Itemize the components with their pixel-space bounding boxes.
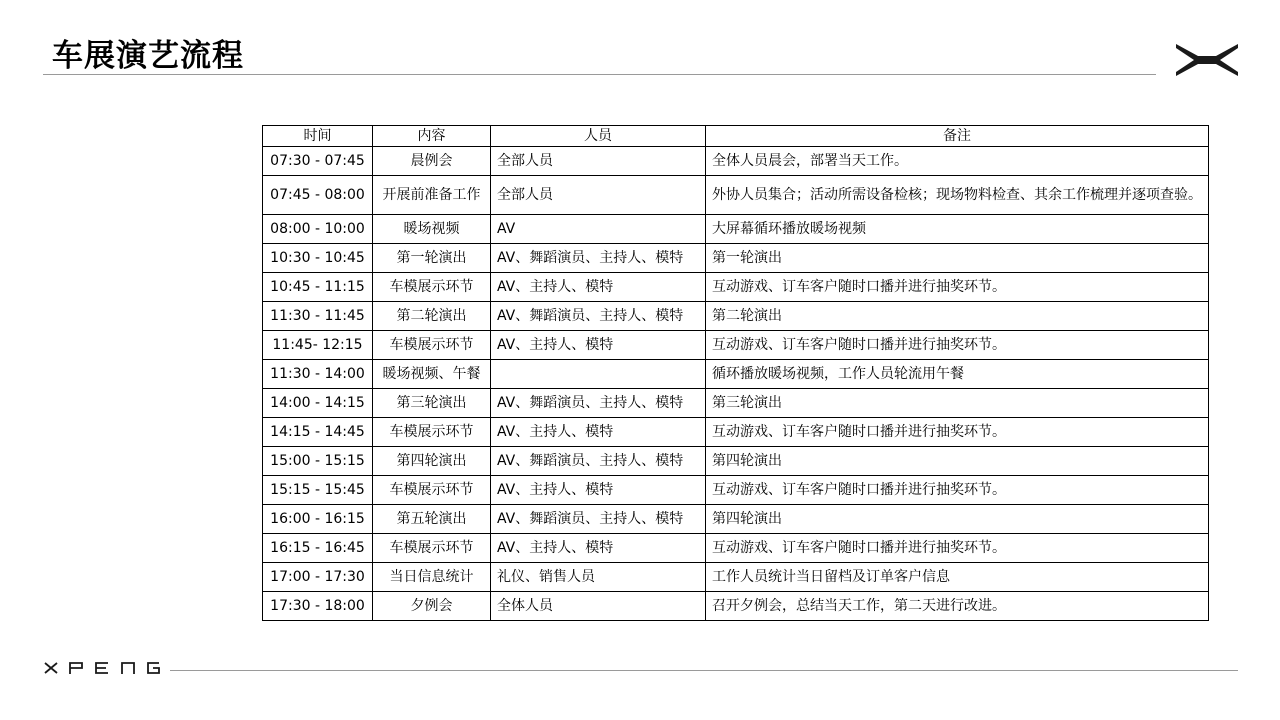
cell-time: 10:30 - 10:45 — [263, 244, 373, 273]
page-title: 车展演艺流程 — [52, 38, 244, 74]
cell-time: 17:00 - 17:30 — [263, 563, 373, 592]
cell-notes: 工作人员统计当日留档及订单客户信息 — [706, 563, 1209, 592]
cell-content: 第三轮演出 — [373, 389, 491, 418]
cell-people: 全部人员 — [491, 147, 706, 176]
cell-time: 07:45 - 08:00 — [263, 176, 373, 215]
title-divider — [43, 74, 1156, 75]
cell-notes: 互动游戏、订车客户随时口播并进行抽奖环节。 — [706, 273, 1209, 302]
cell-time: 10:45 - 11:15 — [263, 273, 373, 302]
cell-notes: 第四轮演出 — [706, 447, 1209, 476]
cell-content: 第一轮演出 — [373, 244, 491, 273]
cell-time: 11:30 - 14:00 — [263, 360, 373, 389]
cell-time: 14:00 - 14:15 — [263, 389, 373, 418]
xpeng-wordmark — [44, 661, 160, 675]
cell-content: 车模展示环节 — [373, 476, 491, 505]
cell-notes: 互动游戏、订车客户随时口播并进行抽奖环节。 — [706, 534, 1209, 563]
cell-notes: 大屏幕循环播放暖场视频 — [706, 215, 1209, 244]
cell-content: 车模展示环节 — [373, 331, 491, 360]
table-row — [263, 418, 1209, 447]
cell-people: AV、舞蹈演员、主持人、模特 — [491, 505, 706, 534]
cell-time: 14:15 - 14:45 — [263, 418, 373, 447]
table-row — [263, 176, 1209, 215]
schedule-table — [262, 125, 1209, 621]
table-row — [263, 534, 1209, 563]
cell-people: AV — [491, 215, 706, 244]
cell-people: AV、主持人、模特 — [491, 534, 706, 563]
table-row — [263, 447, 1209, 476]
cell-notes: 第一轮演出 — [706, 244, 1209, 273]
cell-notes: 循环播放暖场视频，工作人员轮流用午餐 — [706, 360, 1209, 389]
cell-content: 车模展示环节 — [373, 534, 491, 563]
cell-time: 15:00 - 15:15 — [263, 447, 373, 476]
cell-notes: 第三轮演出 — [706, 389, 1209, 418]
cell-time: 15:15 - 15:45 — [263, 476, 373, 505]
cell-people — [491, 360, 706, 389]
table-row — [263, 302, 1209, 331]
cell-notes: 互动游戏、订车客户随时口播并进行抽奖环节。 — [706, 476, 1209, 505]
table-row — [263, 360, 1209, 389]
cell-people: AV、主持人、模特 — [491, 273, 706, 302]
cell-people: AV、舞蹈演员、主持人、模特 — [491, 302, 706, 331]
cell-content: 车模展示环节 — [373, 273, 491, 302]
cell-time: 11:45- 12:15 — [263, 331, 373, 360]
column-header-time: 时间 — [263, 126, 373, 147]
table-row — [263, 215, 1209, 244]
cell-time: 11:30 - 11:45 — [263, 302, 373, 331]
column-header-notes: 备注 — [706, 126, 1209, 147]
column-header-people: 人员 — [491, 126, 706, 147]
cell-people: AV、舞蹈演员、主持人、模特 — [491, 447, 706, 476]
cell-time: 16:00 - 16:15 — [263, 505, 373, 534]
cell-content: 车模展示环节 — [373, 418, 491, 447]
cell-people: AV、主持人、模特 — [491, 476, 706, 505]
cell-time: 16:15 - 16:45 — [263, 534, 373, 563]
table-row — [263, 389, 1209, 418]
cell-notes: 第二轮演出 — [706, 302, 1209, 331]
table-row — [263, 273, 1209, 302]
cell-time: 08:00 - 10:00 — [263, 215, 373, 244]
cell-content: 第四轮演出 — [373, 447, 491, 476]
cell-people: AV、主持人、模特 — [491, 331, 706, 360]
cell-notes: 第四轮演出 — [706, 505, 1209, 534]
cell-content: 第五轮演出 — [373, 505, 491, 534]
cell-notes: 互动游戏、订车客户随时口播并进行抽奖环节。 — [706, 331, 1209, 360]
table-row — [263, 505, 1209, 534]
cell-people: 全体人员 — [491, 592, 706, 621]
xpeng-wordmark-logo-icon — [44, 661, 160, 675]
footer-divider — [170, 670, 1238, 671]
table-row — [263, 476, 1209, 505]
cell-notes: 外协人员集合；活动所需设备检核；现场物料检查、其余工作梳理并逐项查验。 — [706, 176, 1209, 215]
table-header-row — [263, 126, 1209, 147]
xpeng-x-logo-icon — [1174, 42, 1240, 78]
cell-notes: 互动游戏、订车客户随时口播并进行抽奖环节。 — [706, 418, 1209, 447]
cell-time: 07:30 - 07:45 — [263, 147, 373, 176]
cell-people: AV、舞蹈演员、主持人、模特 — [491, 244, 706, 273]
table-row — [263, 147, 1209, 176]
cell-people: 全部人员 — [491, 176, 706, 215]
cell-content: 第二轮演出 — [373, 302, 491, 331]
cell-content: 当日信息统计 — [373, 563, 491, 592]
cell-content: 暖场视频、午餐 — [373, 360, 491, 389]
cell-notes: 全体人员晨会，部署当天工作。 — [706, 147, 1209, 176]
table-row — [263, 563, 1209, 592]
cell-people: AV、舞蹈演员、主持人、模特 — [491, 389, 706, 418]
table-row — [263, 592, 1209, 621]
cell-content: 夕例会 — [373, 592, 491, 621]
cell-content: 开展前准备工作 — [373, 176, 491, 215]
table-row — [263, 331, 1209, 360]
cell-notes: 召开夕例会，总结当天工作，第二天进行改进。 — [706, 592, 1209, 621]
cell-content: 晨例会 — [373, 147, 491, 176]
cell-content: 暖场视频 — [373, 215, 491, 244]
column-header-content: 内容 — [373, 126, 491, 147]
cell-time: 17:30 - 18:00 — [263, 592, 373, 621]
cell-people: 礼仪、销售人员 — [491, 563, 706, 592]
table-row — [263, 244, 1209, 273]
cell-people: AV、主持人、模特 — [491, 418, 706, 447]
